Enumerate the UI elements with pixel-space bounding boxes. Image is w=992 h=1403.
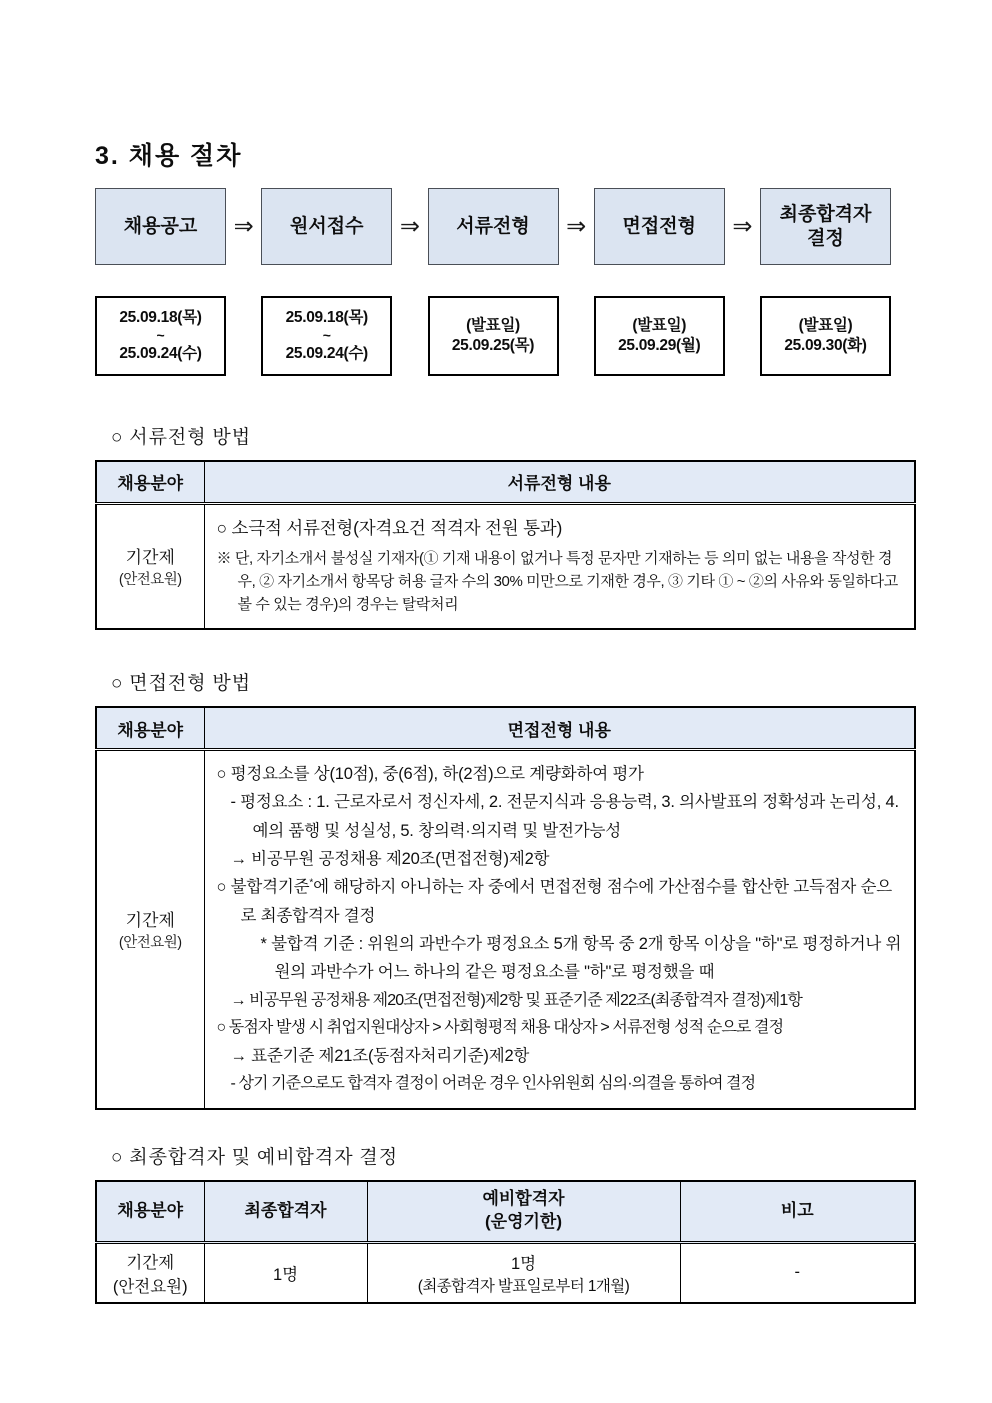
interview-item: * 불합격 기준 : 위원의 과반수가 평정요소 5개 항목 중 2개 항목 이상을 "하"로 평정하거나 위원의 과반수가 어느 하나의 같은 평정요소를 "하"로 평정했을 때 xyxy=(260,935,902,982)
final-count-cell: 1명 xyxy=(204,1243,367,1303)
category-name: 기간제 xyxy=(126,1253,175,1272)
interview-item: ○ 평정요소를 상(10점), 중(6점), 하(2점)으로 계량화하여 평가 xyxy=(216,764,644,783)
category-subname: (안전요원) xyxy=(112,1277,188,1296)
interview-item xyxy=(217,873,907,930)
column-header-reserve-line2: (운영기한) xyxy=(484,1212,562,1232)
reserve-cell xyxy=(367,1243,680,1303)
column-header-category: 채용분야 xyxy=(96,1181,204,1243)
table-header-row xyxy=(96,1181,915,1243)
interview-item: → 비공무원 공정채용 제20조(면접전형)제2항 및 표준기준 제22조(최종합격자 결정)제1항 xyxy=(230,991,802,1009)
section-heading-document-screening: ○ 서류전형 방법 xyxy=(111,427,252,448)
category-subname: (안전요원) xyxy=(118,935,182,952)
spacer xyxy=(725,296,760,376)
interview-item: → 표준기준 제21조(동점자처리기준)제2항 xyxy=(230,1046,530,1065)
category-cell xyxy=(96,1243,204,1303)
flow-step-label: 최종합격자 결정 xyxy=(779,203,872,249)
page-title: 3. 채용 절차 xyxy=(95,142,243,170)
schedule-box-announcement xyxy=(95,296,226,376)
reserve-period: (최종합격자 발표일로부터 1개월) xyxy=(417,1277,630,1295)
table-row xyxy=(96,749,915,1108)
schedule-date: 25.09.18(목) xyxy=(119,309,202,327)
interview-item: - 평정요소 : 1. 근로자로서 정신자세, 2. 전문지식과 응용능력, 3. 의사발표의 정확성과 논리성, 4. 예의 품행 및 성실성, 5. 창의력·의지력 및 발전가능성 xyxy=(230,793,899,840)
interview-item: → 비공무원 공정채용 제20조(면접전형)제2항 xyxy=(230,849,550,868)
schedule-row xyxy=(95,296,891,376)
document-screening-table xyxy=(95,460,916,630)
table-row xyxy=(96,1243,915,1303)
screening-main-line: ○ 소극적 서류전형(자격요건 적격자 전원 통과) xyxy=(216,517,563,538)
table-header-row xyxy=(96,707,915,749)
flow-step-application xyxy=(261,188,392,265)
flow-step-interview xyxy=(594,188,725,265)
flow-step-label: 면접전형 xyxy=(622,215,696,237)
content-cell xyxy=(204,749,915,1108)
table-row xyxy=(96,503,915,629)
flow-step-label: 서류전형 xyxy=(456,215,530,237)
item-text: 에 해당하지 아니하는 자 중에서 면접전형 점수에 가산점수를 합산한 고득점자 순으로 최종합격자 결정 xyxy=(240,878,893,925)
schedule-label: (발표일) xyxy=(798,316,853,334)
schedule-label: (발표일) xyxy=(632,316,687,334)
schedule-box-interview xyxy=(594,296,725,376)
interview-table xyxy=(95,706,916,1109)
interview-item: ○ 동점자 발생 시 취업지원대상자 > 사회형평적 채용 대상자 > 서류전형 성적 순으로 결정 xyxy=(216,1019,784,1037)
flow-arrow-icon: ⇒ xyxy=(399,213,420,240)
schedule-label: (발표일) xyxy=(466,316,520,334)
schedule-date: 25.09.18(목) xyxy=(285,309,368,327)
flow-step-label: 원서접수 xyxy=(290,215,364,237)
final-decision-table xyxy=(95,1180,916,1304)
category-subname: (안전요원) xyxy=(118,572,182,589)
schedule-date: 25.09.30(화) xyxy=(784,337,867,354)
column-header-reserve-line1: 예비합격자 xyxy=(482,1189,565,1209)
screening-note: ※ 단, 자기소개서 불성실 기재자(① 기재 내용이 없거나 특정 문자만 기재하는 등 의미 없는 내용을 작성한 경우, ② 자기소개서 항목당 허용 글자 수의 30% 미만으로 기재한 경우, ③ 기타 ① ~ ②의 사유와 동일하다고 볼 수 있는 경우)의 경우는 탈락처리 xyxy=(216,549,898,613)
schedule-date: 25.09.24(수) xyxy=(119,344,202,362)
category-name: 기간제 xyxy=(125,548,175,568)
schedule-tilde: ~ xyxy=(322,327,331,344)
section-heading-final-decision: ○ 최종합격자 및 예비합격자 결정 xyxy=(111,1146,399,1168)
process-flow xyxy=(95,188,891,265)
item-text: ○ 불합격기준 xyxy=(216,878,310,897)
section-heading-interview: ○ 면접전형 방법 xyxy=(111,673,252,695)
category-cell xyxy=(96,749,204,1108)
flow-step-label: 채용공고 xyxy=(123,215,198,237)
table-header-row xyxy=(96,461,915,503)
remark-cell: - xyxy=(680,1243,915,1303)
flow-arrow-icon: ⇒ xyxy=(233,213,254,240)
schedule-box-final-decision xyxy=(760,296,891,376)
column-header-category: 채용분야 xyxy=(96,707,204,749)
spacer xyxy=(559,296,594,376)
category-cell xyxy=(96,503,204,629)
schedule-box-application xyxy=(261,296,392,376)
content-cell xyxy=(204,503,915,629)
column-header-category: 채용분야 xyxy=(96,461,204,503)
column-header-reserve xyxy=(367,1181,680,1243)
column-header-content: 면접전형 내용 xyxy=(204,707,915,749)
footnote-marker: * xyxy=(309,877,314,889)
reserve-count: 1명 xyxy=(510,1254,537,1273)
schedule-date: 25.09.29(월) xyxy=(618,337,701,354)
spacer xyxy=(226,296,261,376)
flow-arrow-icon: ⇒ xyxy=(566,213,587,240)
schedule-date: 25.09.24(수) xyxy=(285,344,368,362)
schedule-date: 25.09.25(목) xyxy=(451,337,535,354)
schedule-box-document-screening xyxy=(428,296,559,376)
spacer xyxy=(392,296,427,376)
category-name: 기간제 xyxy=(125,911,175,931)
column-header-final: 최종합격자 xyxy=(204,1181,367,1243)
flow-step-final-decision xyxy=(760,188,891,265)
interview-item: - 상기 기준으로도 합격자 결정이 어려운 경우 인사위원회 심의·의결을 통하여 결정 xyxy=(230,1075,756,1093)
document-page xyxy=(95,0,916,1304)
flow-step-document-screening xyxy=(428,188,559,265)
schedule-tilde: ~ xyxy=(156,327,165,344)
column-header-content: 서류전형 내용 xyxy=(204,461,915,503)
column-header-remark: 비고 xyxy=(680,1181,915,1243)
flow-step-announcement xyxy=(95,188,226,265)
flow-arrow-icon: ⇒ xyxy=(732,213,753,240)
